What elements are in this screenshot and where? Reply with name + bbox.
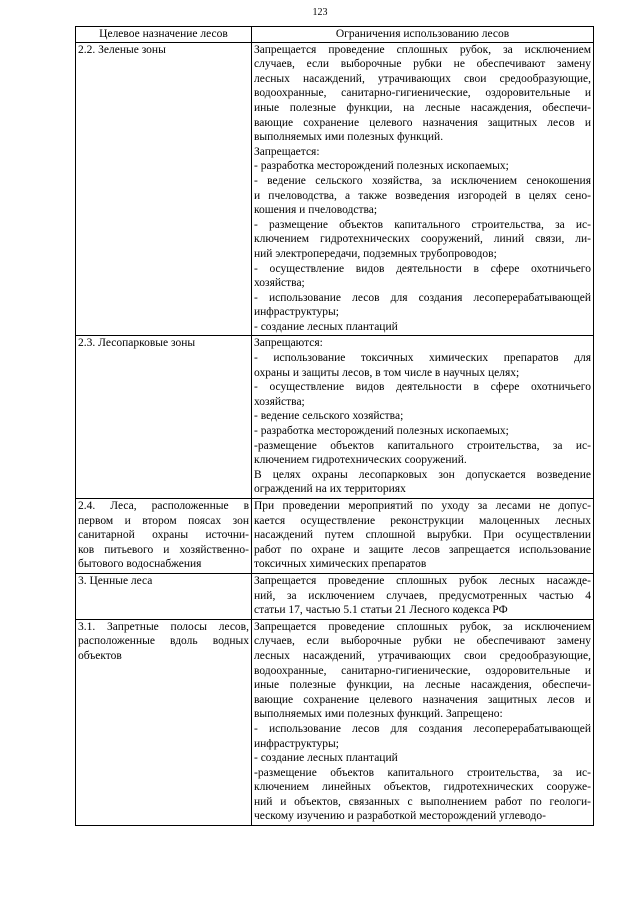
restriction-line: - создание лесных плантаций [254,752,398,765]
restriction-line: ний и объектов, связанных с выполнением работ по геологи- [254,795,591,808]
restriction-line: инфраструктуры; [254,737,339,750]
restriction-line: ограждений на их территориях [254,483,406,496]
restriction-line: насаждений путем сплошной вырубки. При осуществлении [254,529,591,542]
purpose-line: санитарной охраны источни- [78,529,249,542]
column-header-purpose: Целевое назначение лесов [76,27,252,43]
restriction-line: лесных насаждений, утрачивающих свои средообразующие, [254,72,591,85]
restriction-line: -размещение объектов капитального строительства, за ис- [254,766,591,779]
restrictions-cell [252,619,594,825]
restriction-line: - создание лесных плантаций [254,320,398,333]
purpose-line: расположенные вдоль водных [78,635,249,648]
restriction-line: ключением линейных объектов, гидротехнических сооруже- [254,781,591,794]
purpose-cell [76,619,252,825]
restriction-line: кается осуществление реконструкции малоценных лесных [254,514,591,527]
restriction-line: В целях охраны лесопарковых зон допускается возведение [254,468,591,481]
restriction-line: хозяйства; [254,277,305,290]
restriction-line: - осуществление видов деятельности в сфере охотничьего [254,262,591,275]
restriction-line: работ по охране и защите лесов запрещается использование [254,543,591,556]
restriction-line: хозяйства; [254,395,305,408]
purpose-cell [76,499,252,574]
restriction-line: Запрещается: [254,145,320,158]
purpose-text: 2.2. Зеленые зоны [78,43,166,56]
restriction-line: случаев, если выборочные рубки не обеспечивают замену [254,58,591,71]
restriction-line: кошения и пчеловодства; [254,204,378,217]
table-body [76,42,594,825]
restriction-line: Запрещается проведение сплошных рубок, за исключением [254,43,591,56]
restriction-line: лесных насаждений, утрачивающих свои средообразующие, [254,649,591,662]
restriction-line: иные полезные функции, на лесные насаждения, обеспечи- [254,679,591,692]
restriction-line: случаев, если выборочные рубки не обеспечивают замену [254,635,591,648]
restriction-line: водоохранные, санитарно-гигиенические, оздоровительные и [254,87,591,100]
purpose-cell [76,573,252,619]
restriction-line: - ведение сельского хозяйства, за исключением сенокошения [254,174,591,187]
restriction-line: ний электропередачи, подземных трубопроводов; [254,247,497,260]
purpose-line: объектов [78,649,122,662]
restriction-line: Запрещается проведение сплошных рубок, за исключением [254,620,591,633]
table-row [76,336,594,499]
table-row [76,499,594,574]
restriction-line: вающие сохранение целевого назначения защитных лесов и [254,116,591,129]
restriction-line: - использование лесов для создания лесоперерабатывающей [254,722,591,735]
purpose-cell [76,42,252,336]
restriction-line: статьи 17, частью 5.1 статьи 21 Лесного кодекса РФ [254,604,508,617]
restriction-line: ний, за исключением случаев, предусмотренных частью 4 [254,589,591,602]
restriction-line: выполняемых ими полезных функций. [254,131,444,144]
purpose-line: 2.4. Леса, расположенные в [78,500,249,512]
purpose-line: ков питьевого и хозяйственно- [78,543,249,556]
table-row [76,619,594,825]
purpose-cell [76,336,252,499]
restriction-line: - разработка месторождений полезных ископаемых; [254,425,509,438]
purpose-line: первом и втором поясах зон [78,514,249,527]
restriction-line: Запрещается проведение сплошных рубок лесных насажде- [254,574,591,587]
restriction-line: ключением гидротехнических сооружений. [254,454,467,467]
restriction-line: и пчеловодства, а также возведения изгородей в целях сено- [254,189,591,202]
restriction-line: инфраструктуры; [254,306,339,319]
restriction-line: вающие сохранение целевого назначения защитных лесов и [254,693,591,706]
purpose-line: 3.1. Запретные полосы лесов, [78,620,249,633]
restrictions-cell [252,499,594,574]
restriction-line: токсичных химических препаратов [254,558,427,571]
restriction-line: - ведение сельского хозяйства; [254,410,404,423]
restriction-line: иные полезные функции, на лесные насаждения, обеспечи- [254,101,591,114]
restriction-line: выполняемых ими полезных функций. Запрещено: [254,708,503,721]
restriction-line: - осуществление видов деятельности в сфере охотничьего [254,381,591,394]
table-header-row [76,27,594,43]
restriction-line: ческому изучению и разработкой месторождений углеводо- [254,810,546,823]
column-header-restrictions: Ограничения использованию лесов [252,27,594,43]
restriction-line: - размещение объектов капитального строительства, за ис- [254,218,591,231]
restriction-line: ключением гидротехнических сооружений, линий связи, ли- [254,233,591,246]
restrictions-cell [252,42,594,336]
page-number: 123 [312,7,328,18]
restriction-line: водоохранные, санитарно-гигиенические, оздоровительные и [254,664,591,677]
restriction-line: - использование лесов для создания лесоперерабатывающей [254,291,591,304]
purpose-text: 3. Ценные леса [78,574,153,587]
restriction-line: При проведении мероприятий по уходу за лесами не допус- [254,500,591,512]
table-row [76,42,594,336]
restriction-line: - использование токсичных химических препаратов для [254,352,591,365]
restriction-line: - разработка месторождений полезных ископаемых; [254,160,509,173]
table-row [76,573,594,619]
purpose-line: бытового водоснабжения [78,558,202,571]
restriction-line: охраны и защиты лесов, в том числе в научных целях; [254,366,520,379]
restrictions-cell [252,573,594,619]
restrictions-cell [252,336,594,499]
restriction-line: Запрещаются: [254,337,323,350]
purpose-text: 2.3. Лесопарковые зоны [78,337,196,350]
restriction-line: -размещение объектов капитального строительства, за ис- [254,439,591,452]
forest-restrictions-table [75,26,594,826]
